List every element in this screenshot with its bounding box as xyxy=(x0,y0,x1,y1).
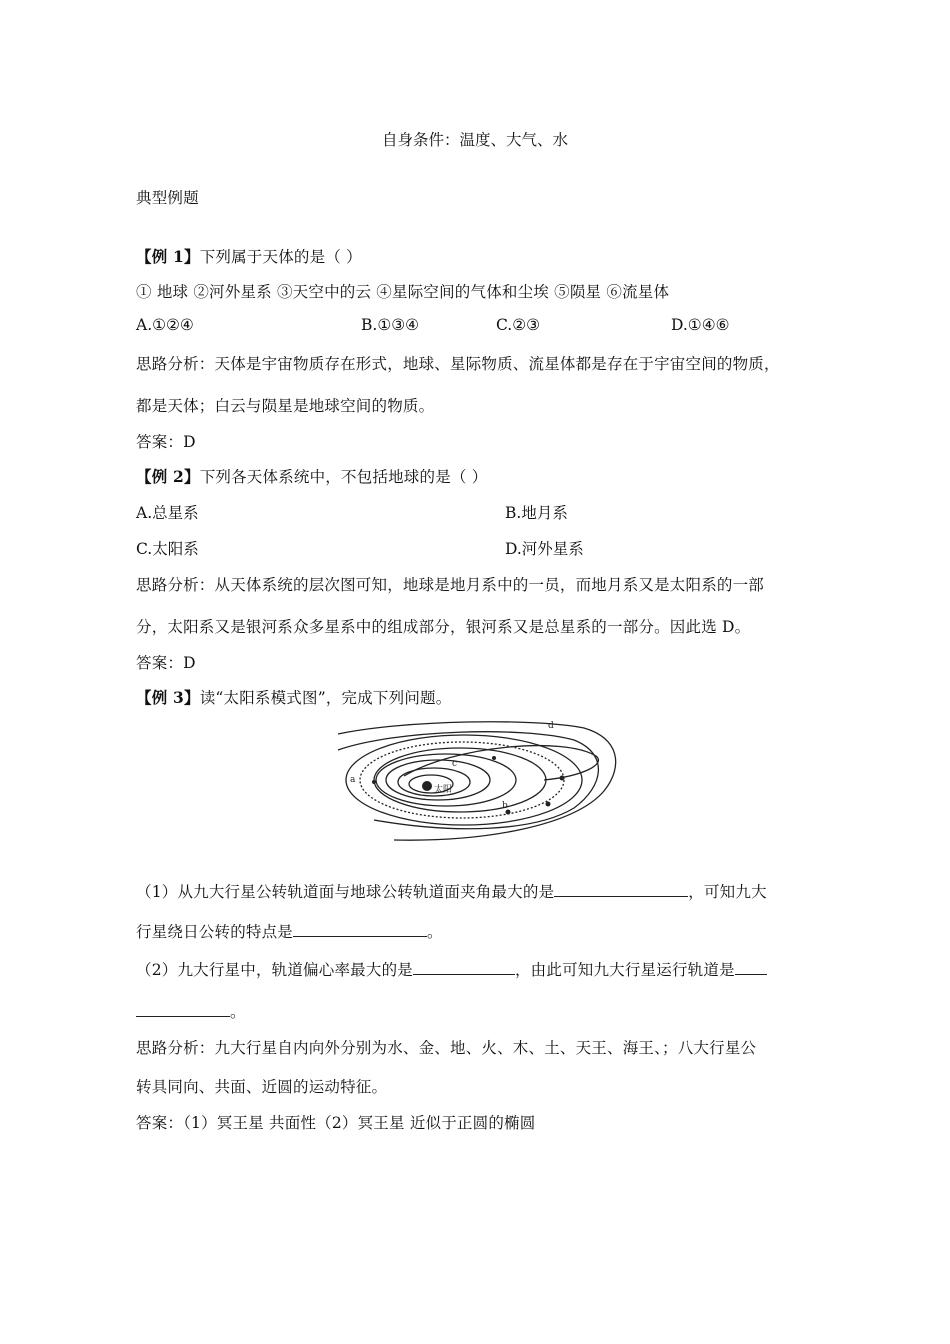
ex3-q2-line1 xyxy=(136,958,767,980)
ex3-q1-blank-2[interactable] xyxy=(293,922,427,937)
ex1-question xyxy=(136,245,362,267)
ex3-q1-text: （1）从九大行星公转轨道面与地球公转轨道面夹角最大的是 xyxy=(136,883,555,901)
ex1-option-a: A.①②④ xyxy=(136,316,194,334)
ex2-question-text: 下列各天体系统中，不包括地球的是（ ） xyxy=(199,468,488,486)
ex2-option-a: A.总星系 xyxy=(136,504,199,522)
ex3-question-text: 读“太阳系模式图”，完成下列问题。 xyxy=(199,689,452,707)
ex3-q2-text-c: 。 xyxy=(230,1003,246,1021)
section-title: 典型例题 xyxy=(136,189,199,207)
ex3-q1-line1 xyxy=(136,880,767,902)
ex3-q1-text-b: ，可知九大 xyxy=(688,883,767,901)
ex1-option-b: B.①③④ xyxy=(361,316,420,334)
ex3-q2-blank-2b[interactable] xyxy=(136,1002,230,1017)
label-b: b xyxy=(502,801,508,811)
ex2-option-c: C.太阳系 xyxy=(136,540,199,558)
ex3-q2-text: （2）九大行星中，轨道偏心率最大的是 xyxy=(136,961,413,979)
ex3-answer: 答案：（1）冥王星 共面性（2）冥王星 近似于正圆的椭圆 xyxy=(136,1114,536,1132)
label-d: d xyxy=(548,721,554,731)
ex1-analysis-line2: 都是天体；白云与陨星是地球空间的物质。 xyxy=(136,397,435,415)
ex3-q2-text-b: ，由此可知九大行星运行轨道是 xyxy=(514,961,735,979)
ex1-option-d: D.①④⑥ xyxy=(671,316,730,334)
ex3-question xyxy=(136,686,451,708)
ex3-q1-text-d: 。 xyxy=(427,923,443,941)
ex1-answer: 答案：D xyxy=(136,433,196,451)
ex3-q2-blank-2a[interactable] xyxy=(735,960,767,975)
ex1-items: ① 地球 ②河外星系 ③天空中的云 ④星际空间的气体和尘埃 ⑤陨星 ⑥流星体 xyxy=(136,283,670,301)
ex2-option-b: B.地月系 xyxy=(505,504,568,522)
ex3-analysis-line1: 思路分析：九大行星自内向外分别为水、金、地、火、木、土、天王、海王、；八大行星公 xyxy=(136,1039,757,1057)
ex1-option-c: C.②③ xyxy=(496,316,541,334)
label-a: a xyxy=(350,775,356,785)
sun-label: 太阳 xyxy=(434,785,453,795)
ex1-analysis-line1: 思路分析：天体是宇宙物质存在形式，地球、星际物质、流星体都是存在于宇宙空间的物质， xyxy=(136,355,780,373)
label-c: c xyxy=(452,759,458,769)
solar-system-diagram xyxy=(334,716,624,846)
ex2-answer: 答案：D xyxy=(136,654,196,672)
ex3-analysis-line2: 转具同向、共面、近圆的运动特征。 xyxy=(136,1078,388,1096)
ex1-question-text: 下列属于天体的是（ ） xyxy=(199,248,362,266)
ex2-analysis-line1: 思路分析：从天体系统的层次图可知，地球是地月系中的一员，而地月系又是太阳系的一部 xyxy=(136,576,765,594)
ex3-q1-text-c: 行星绕日公转的特点是 xyxy=(136,923,294,941)
page-heading: 自身条件：温度、大气、水 xyxy=(381,131,568,149)
ex2-question xyxy=(136,465,487,487)
ex3-q2-blank-1[interactable] xyxy=(413,960,515,975)
ex1-tag: 【例 1】 xyxy=(136,247,200,266)
ex2-tag: 【例 2】 xyxy=(136,467,200,486)
ex3-tag: 【例 3】 xyxy=(136,688,200,707)
ex2-option-d: D.河外星系 xyxy=(505,540,584,558)
ex3-q1-blank-1[interactable] xyxy=(554,882,688,897)
ex2-analysis-line2: 分，太阳系又是银河系众多星系中的组成部分，银河系又是总星系的一部分。因此选 D。 xyxy=(136,618,751,636)
ex3-q2-line2 xyxy=(136,1000,246,1022)
ex3-q1-line2 xyxy=(136,920,443,942)
